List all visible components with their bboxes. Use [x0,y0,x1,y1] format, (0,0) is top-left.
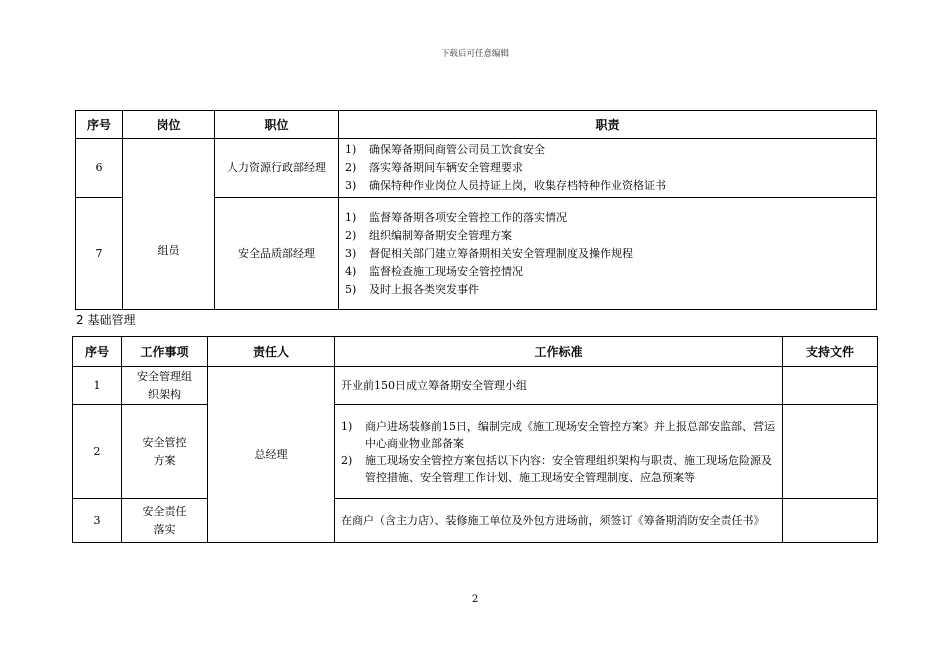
support-cell [783,499,878,543]
basic-management-table [72,336,878,543]
table-header-row [76,111,877,139]
item-text: 监督筹备期各项安全管控工作的落实情况 [369,210,567,224]
list-item [345,141,870,159]
duties-cell [339,139,877,198]
list-item [341,418,776,452]
header-duties: 职责 [339,111,877,139]
duties-cell [339,198,877,310]
item-number: 2) [345,228,357,242]
list-item [345,227,870,245]
row-no: 2 [73,405,122,499]
item-number: 1) [341,419,353,433]
item-number: 3) [345,246,357,260]
item-number: 1) [345,210,357,224]
header-post: 岗位 [123,111,215,139]
list-item [345,159,870,177]
row-no: 6 [76,139,123,198]
item-text: 监督检查施工现场安全管控情况 [369,264,523,278]
item-text: 组织编制筹备期安全管理方案 [369,228,512,242]
section-title: 2 基础管理 [76,313,136,327]
page-number: 2 [471,594,479,605]
responsible-cell: 总经理 [208,367,335,543]
header-no: 序号 [76,111,123,139]
header-standard: 工作标准 [335,337,783,367]
row-no: 3 [73,499,122,543]
item-number: 5) [345,282,357,296]
group-role-cell: 组员 [123,139,215,310]
header-item: 工作事项 [122,337,208,367]
item-text: 及时上报各类突发事件 [369,282,479,296]
header-no: 序号 [73,337,122,367]
list-item [345,177,870,195]
item-cell: 安全责任落实 [122,499,208,543]
header-position: 职位 [215,111,339,139]
row-no: 7 [76,198,123,310]
item-text: 商户进场装修前15日，编制完成《施工现场安全管控方案》并上报总部安监部、营运中心商业物业部备案 [365,419,775,450]
item-number: 2) [341,453,353,467]
table-row [76,139,877,198]
item-cell: 安全管控方案 [122,405,208,499]
support-cell [783,405,878,499]
position-cell: 安全品质部经理 [215,198,339,310]
item-number: 4) [345,264,357,278]
item-text: 落实筹备期间车辆安全管理要求 [369,161,523,174]
item-number: 2) [345,161,357,174]
list-item [345,281,870,299]
standard-cell: 开业前150日成立筹备期安全管理小组 [335,367,783,405]
list-item [341,452,776,486]
table-header-row [73,337,878,367]
item-number: 1) [345,143,357,156]
support-cell [783,367,878,405]
duties-list [339,209,876,299]
list-item [345,263,870,281]
duties-list [339,141,876,195]
list-item [345,209,870,227]
position-cell: 人力资源行政部经理 [215,139,339,198]
item-text: 施工现场安全管控方案包括以下内容：安全管理组织架构与职责、施工现场危险源及管控措施、安全管理工作计划、施工现场安全管理制度、应急预案等 [365,453,772,484]
table-row [73,499,878,543]
row-no: 1 [73,367,122,405]
header-note: 下载后可任意编辑 [440,49,509,59]
item-text: 确保筹备期间商管公司员工饮食安全 [369,143,545,156]
item-number: 3) [345,179,357,192]
header-support: 支持文件 [783,337,878,367]
header-responsible: 责任人 [208,337,335,367]
item-text: 督促相关部门建立筹备期相关安全管理制度及操作规程 [369,246,633,260]
list-item [345,245,870,263]
standard-list [341,418,776,486]
table-row [73,367,878,405]
standard-cell: 在商户（含主力店）、装修施工单位及外包方进场前，须签订《筹备期消防安全责任书》 [335,499,783,543]
item-text: 确保特种作业岗位人员持证上岗，收集存档特种作业资格证书 [369,179,666,192]
standard-cell [335,405,783,499]
table-row [73,405,878,499]
responsibility-table [75,110,877,310]
item-cell: 安全管理组织架构 [122,367,208,405]
